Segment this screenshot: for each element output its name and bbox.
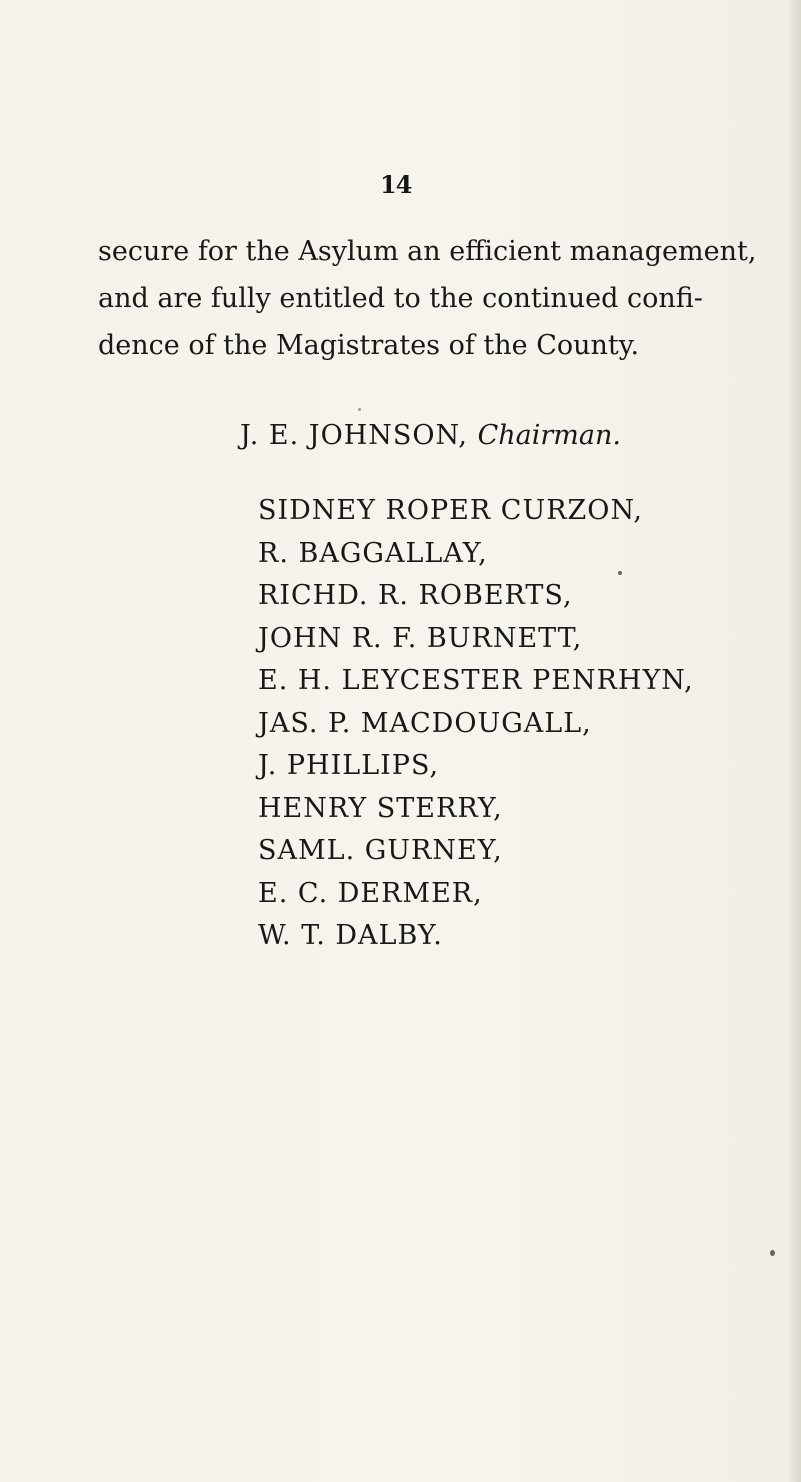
page-number: 14 bbox=[380, 170, 412, 199]
signatory-name: R. BAGGALLAY, bbox=[258, 537, 488, 569]
page-edge-shadow bbox=[787, 0, 801, 1482]
signatory-name: J. PHILLIPS, bbox=[258, 750, 440, 781]
signatory-name: SIDNEY ROPER CURZON, bbox=[258, 495, 643, 526]
signatory-name: JAS. P. MACDOUGALL, bbox=[258, 707, 592, 739]
signatory-name: E. C. DERMER, bbox=[258, 877, 483, 909]
chairman-name: J. E. JOHNSON, bbox=[240, 420, 478, 451]
paragraph-line: dence of the Magistrates of the County. bbox=[98, 330, 640, 361]
signatory-name: JOHN R. F. BURNETT, bbox=[258, 622, 583, 654]
paper-speck bbox=[358, 408, 361, 411]
body-paragraph bbox=[98, 228, 788, 369]
paper-speck bbox=[618, 571, 622, 575]
signatory-name: E. H. LEYCESTER PENRHYN, bbox=[258, 665, 694, 696]
chairman-title: Chairman. bbox=[477, 420, 621, 451]
signatory-list bbox=[258, 490, 694, 958]
signatory-name: HENRY STERRY, bbox=[258, 792, 503, 824]
paper-speck bbox=[770, 1250, 775, 1256]
signatory-name: SAML. GURNEY, bbox=[258, 835, 503, 866]
paragraph-line: secure for the Asylum an efficient management, bbox=[98, 236, 757, 267]
chairman-signature bbox=[240, 420, 621, 451]
signatory-name: W. T. DALBY. bbox=[258, 920, 443, 951]
signatory-name: RICHD. R. ROBERTS, bbox=[258, 580, 573, 611]
paragraph-line: and are fully entitled to the continued confi- bbox=[98, 283, 703, 314]
